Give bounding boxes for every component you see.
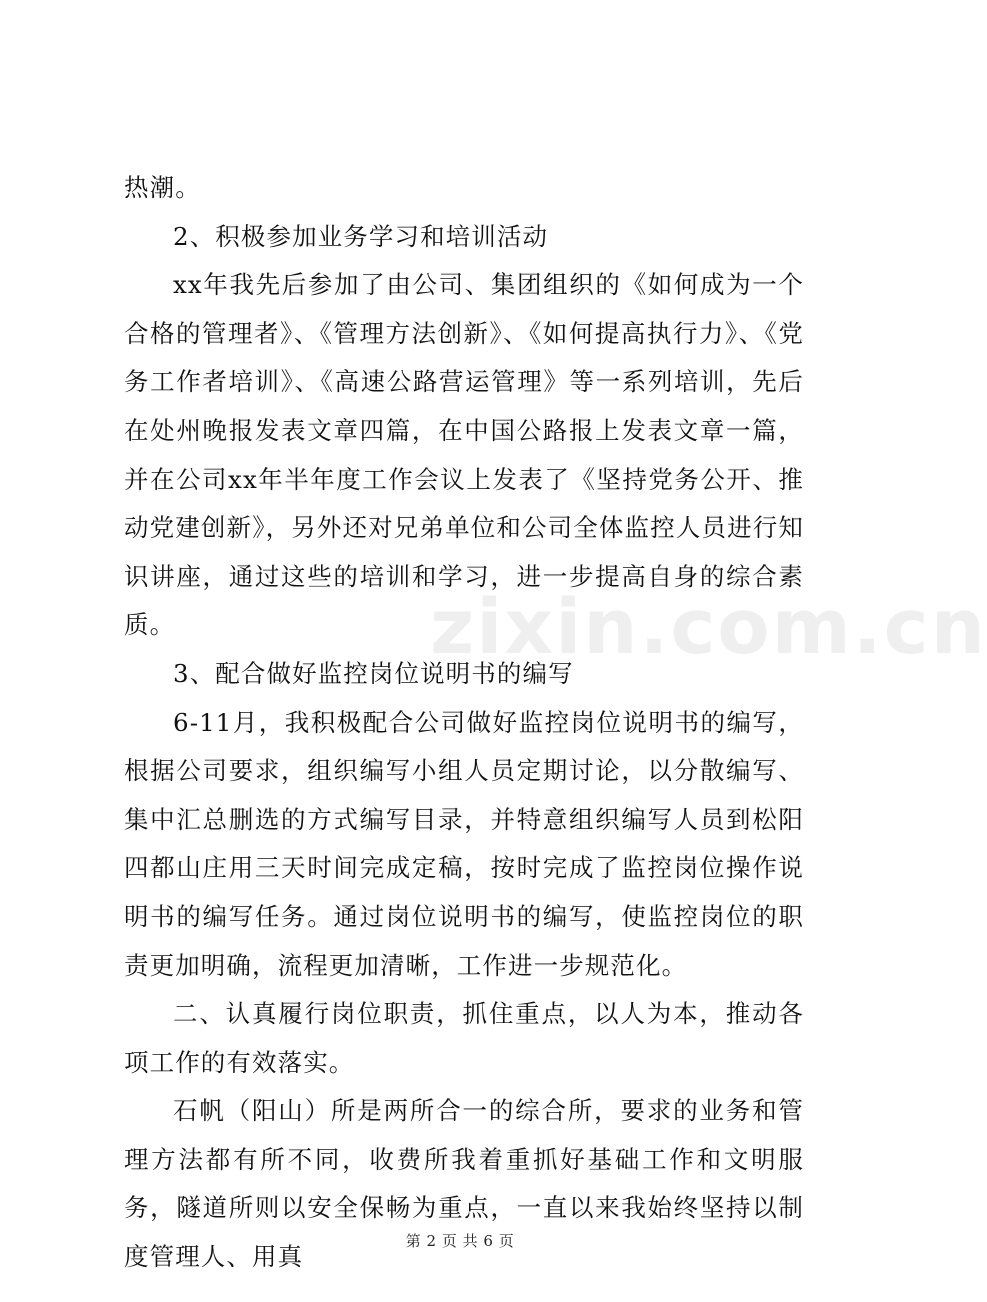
- paragraph-1: 热潮。: [124, 173, 201, 202]
- watermark: zixin.com.cn: [430, 582, 987, 671]
- page-footer: 第 2 页 共 6 页: [405, 1232, 515, 1250]
- document-body: [124, 164, 804, 1282]
- paragraph-5: 6-11月，我积极配合公司做好监控岗位说明书的编写，根据公司要求，组织编写小组人员定期讨论，以分散编写、集中汇总删选的方式编写目录，并特意组织编写人员到松阳四都山庄用三天时间完成定稿，按时完成了监控岗位操作说明书的编写任务。通过岗位说明书的编写，使监控岗位的职责更加明确，流程更加清晰，工作进一步规范化。: [124, 707, 804, 980]
- paragraph-3: xx年我先后参加了由公司、集团组织的《如何成为一个合格的管理者》、《管理方法创新》、《如何提高执行力》、《党务工作者培训》、《高速公路营运管理》等一系列培训，先后在处州晚报发表文章四篇，在中国公路报上发表文章一篇，并在公司xx年半年度工作会议上发表了《坚持党务公开、推动党建创新》，另外还对兄弟单位和公司全体监控人员进行知识讲座，通过这些的培训和学习，进一步提高自身的综合素质。: [124, 270, 804, 640]
- paragraph-7: 石帆（阳山）所是两所合一的综合所，要求的业务和管理方法都有所不同，收费所我着重抓好基础工作和文明服务，隧道所则以安全保畅为重点，一直以来我始终坚持以制度管理人、用真: [124, 1096, 804, 1272]
- paragraph-4-heading: 3、配合做好监控岗位说明书的编写: [173, 658, 574, 688]
- paragraph-2-heading: 2、积极参加业务学习和培训活动: [173, 221, 549, 251]
- paragraph-6-heading: 二、认真履行岗位职责，抓住重点，以人为本，推动各项工作的有效落实。: [124, 999, 804, 1077]
